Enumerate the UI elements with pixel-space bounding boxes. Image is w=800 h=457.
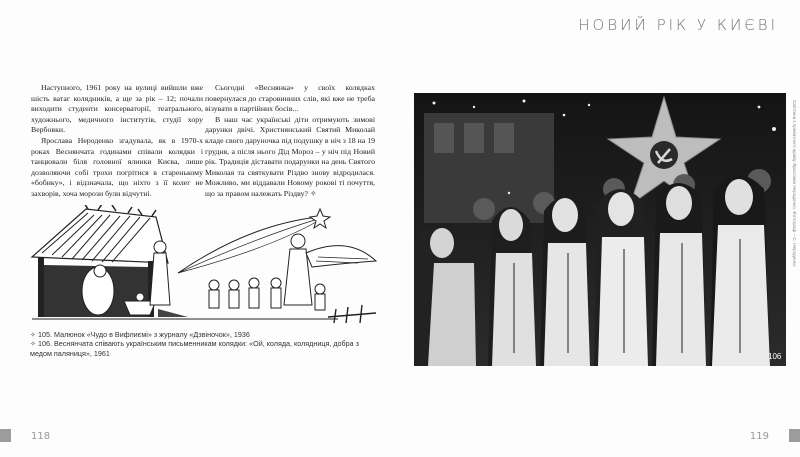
- caption-105: ✧ 105. Малюнок «Чудо в Вифлиємі» з журналу «Дзвіночок», 1936: [30, 330, 250, 339]
- page-number-left: 118: [31, 431, 51, 442]
- page-number-right: 119: [749, 431, 769, 442]
- running-header: НОВИЙ РІК У КИЄВІ: [578, 16, 778, 34]
- right-page: [400, 0, 800, 457]
- caption-106: ✧ 106. Веснянчата співають українським письменникам колядки: «Ой, коляда, колядниця, добра з медом паляниця», 1961: [30, 339, 359, 358]
- paragraph: Сьогодні «Веснянка» у своїх колядках повернулася до старовинних слів, які вже не треба візувати в партійних босів...: [205, 83, 375, 114]
- carolers-photo: [414, 93, 786, 366]
- text-column-left: [31, 83, 203, 200]
- text-column-right: [205, 83, 375, 200]
- photo-number: 106: [768, 352, 782, 361]
- page-edge-tab: [789, 429, 800, 442]
- paragraph: Ярослава Нероденко згадувала, як в 1970-х роках Веснянчата годинами співали колядки і танцювали біля головної ялинки Києва, лише дозволяючи собі трохи погрітися в старенькому «бобику», і відзначала, що ніхто з її колег не захворів, хоча морози були відчутні.: [31, 135, 203, 198]
- photo-credit: [789, 100, 797, 350]
- paragraph: В наш час українські діти отримують зимові дарунки двічі. Християнський Святий Миколай кладе свого даруночка під подушку в ніч з 18 на 19 грудня, а після нього Дід Мороз – у ніч під Новий рік. Традиція діставати подарунки на день Святого Миколая та святкувати Різдво знову відродилася. Можливо, ми віддавали Новому рокові ті почуття, що за правом належать Різдву? ✧: [205, 114, 375, 198]
- captions: [30, 330, 380, 358]
- photo-credit-text: Світлина з приватного архіву Ярослави Нероденко. Фотограф – С. Нероденко: [792, 100, 797, 267]
- page-edge-tab: [0, 429, 11, 442]
- paragraph: Наступного, 1961 року на вулиці вийшли вже шість ватаг колядників, а ще за рік – 12; почали виходити студенти консерваторії, театрального, художнього, медичного інститутів, студії хору Вербовки.: [31, 83, 203, 135]
- nativity-illustration: [28, 205, 378, 327]
